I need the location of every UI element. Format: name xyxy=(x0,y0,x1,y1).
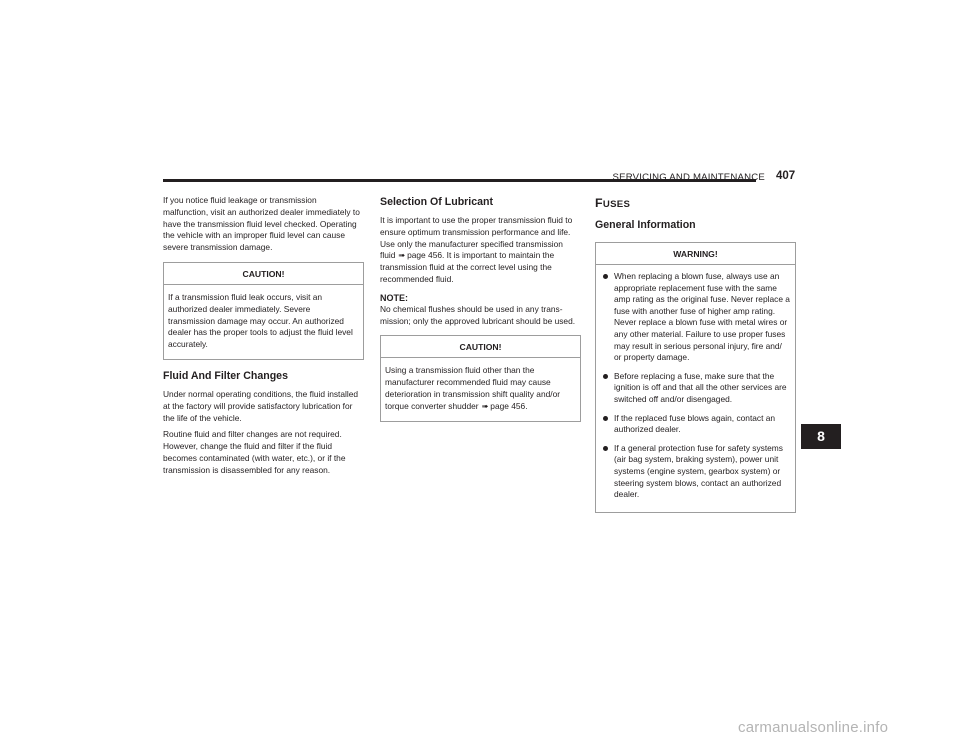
intro-paragraph: If you notice fluid leakage or transmission malfunction, visit an authorized dealer immediately to have the transmission fluid level checked. Operating the vehicle with an improper fluid level can cause severe transmission damage. xyxy=(163,195,360,253)
list-item xyxy=(600,271,791,364)
bullet-icon xyxy=(603,446,608,451)
caution-box-body xyxy=(381,358,580,420)
list-item xyxy=(600,413,791,436)
bullet-icon xyxy=(603,374,608,379)
section-title-fuses xyxy=(595,196,796,212)
heading-fluid-filter-changes: Fluid And Filter Changes xyxy=(163,369,288,382)
warning-box-fuses xyxy=(595,242,796,513)
section-title-initial: F xyxy=(595,196,603,210)
ref-arrow-icon: ➠ xyxy=(481,401,489,411)
caution-box-title: CAUTION! xyxy=(164,263,363,285)
warning-box-title: WARNING! xyxy=(596,243,795,265)
bullet-text: Before replacing a fuse, make sure that the ignition is off and that all the other services are switched off and/or disengaged. xyxy=(614,370,787,404)
caution-box-text xyxy=(385,365,576,412)
note-text: No chemical flushes should be used in any trans-mission; only the approved lubricant should be used. xyxy=(380,303,576,326)
bullet-icon xyxy=(603,274,608,279)
paragraph-proper-fluid-continued: . It is important to maintain the transmission fluid at the correct level using the recommended fluid. xyxy=(380,250,555,284)
bullet-text: If a general protection fuse for safety systems (air bag system, braking system), power unit systems (engine system, gearbox system) or steering system blows, contact an authorized dealer. xyxy=(614,442,783,500)
section-header-title: SERVICING AND MAINTENANCE xyxy=(612,172,765,183)
paragraph-routine-changes: Routine fluid and filter changes are not required. However, change the fluid and filter if the fluid becomes contaminated (with water, etc.), or if the transmission is disassembled for any reason. xyxy=(163,429,346,475)
caution-box-leak xyxy=(163,262,364,360)
warning-bullet-list xyxy=(596,265,795,512)
paragraph-proper-fluid xyxy=(380,215,581,286)
heading-general-information: General Information xyxy=(595,219,696,231)
caution-box-text: If a transmission fluid leak occurs, visit an authorized dealer immediately. Severe transmission damage may occur. An authorized dealer has the proper tools to adjust the fluid level accurately. xyxy=(168,291,353,350)
paragraph-normal-conditions: Under normal operating conditions, the fluid installed at the factory will provide satisfactory lubrication for the life of the vehicle. xyxy=(163,388,359,423)
bullet-text: When replacing a blown fuse, always use an appropriate replacement fuse with the same amp rating as the original fuse. Never replace a fuse with another fuse of higher amp rating. Never replace a blown fuse with metal wires or any other material. Failure to use proper fuses may result in serious personal injury, fire and/ or property damage. xyxy=(614,271,790,363)
caution-text-main: Using a transmission fluid other than the manufacturer recommended fluid may cause deterioration in transmission shift quality and/or torque converter shudder xyxy=(385,365,561,411)
bullet-icon xyxy=(603,416,608,421)
page-reference-link[interactable]: page 456 xyxy=(407,250,443,261)
paragraph-proper-fluid-text: It is important to use the proper transmission fluid to ensure optimum transmission performance and life. Use only the manufacturer specified transmission fluid xyxy=(380,215,573,261)
column-right xyxy=(595,195,796,523)
heading-selection-of-lubricant: Selection Of Lubricant xyxy=(380,196,494,208)
column-left xyxy=(163,195,364,482)
caution-box-body xyxy=(164,285,363,359)
section-title-rest: USES xyxy=(602,199,631,210)
watermark: carmanualsonline.info xyxy=(738,719,889,736)
column-middle xyxy=(380,195,581,432)
caution-box-title: CAUTION! xyxy=(381,336,580,358)
page-reference-link[interactable]: page 456 xyxy=(490,400,526,411)
page-number: 407 xyxy=(776,170,796,182)
note-label: NOTE: xyxy=(380,292,408,303)
ref-arrow-icon: ➠ xyxy=(398,251,406,261)
caution-box-fluid xyxy=(380,335,581,421)
list-item xyxy=(600,443,791,501)
chapter-tab[interactable]: 8 xyxy=(801,424,841,449)
caution-text-end: . xyxy=(525,400,528,411)
bullet-text: If the replaced fuse blows again, contact an authorized dealer. xyxy=(614,412,776,435)
list-item xyxy=(600,371,791,406)
